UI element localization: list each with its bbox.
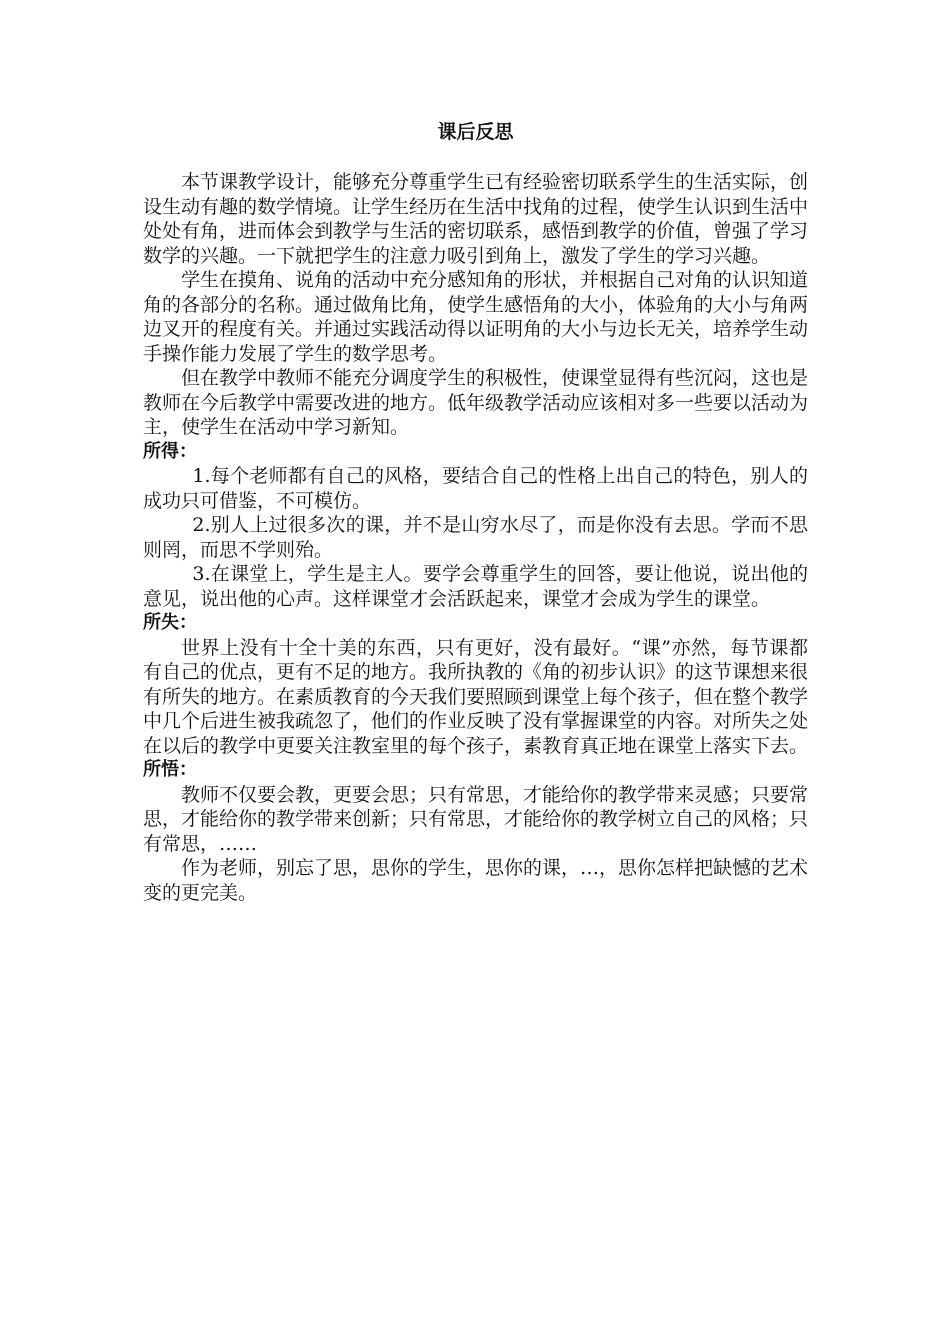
gains-item-3: 3.在课堂上，学生是主人。要学会尊重学生的回答，要让他说，说出他的意见，说出他的心声。这样课堂才会活跃起来，课堂才会成为学生的课堂。 (143, 563, 808, 610)
insights-paragraph-2: 作为老师，别忘了思，思你的学生，思你的课，…，思你怎样把缺憾的艺术变的更完美。 (143, 857, 809, 904)
document-title: 课后反思 (437, 121, 514, 143)
insights-paragraph-1: 教师不仅要会教，更要会思；只有常思，才能给你的教学带来灵感；只要常思，才能给你的教学带来创新；只有常思，才能给你的教学树立自己的风格；只有常思，…… (143, 783, 809, 855)
losses-paragraph-1: 世界上没有十全十美的东西，只有更好，没有最好。“课”亦然，每节课都有自己的优点，更有不足的地方。我所执教的《角的初步认识》的这节课想来很有所失的地方。在素质教育的今天我们要照顾到课堂上每个孩子，但在整个教学中几个后进生被我疏忽了，他们的作业反映了没有掌握课堂的内容。对所失之处在以后的教学中更要关注教室里的每个孩子，素教育真正地在课堂上落实下去。 (143, 636, 809, 757)
intro-paragraph-2: 学生在摸角、说角的活动中充分感知角的形状，并根据自己对角的认识知道角的各部分的名称。通过做角比角，使学生感悟角的大小，体验角的大小与角两边叉开的程度有关。并通过实践活动得以证明角的大小与边长无关，培养学生动手操作能力发展了学生的数学思考。 (143, 269, 809, 365)
gains-heading: 所得： (143, 440, 197, 462)
losses-heading: 所失： (143, 612, 197, 633)
intro-paragraph-3: 但在教学中教师不能充分调度学生的积极性，使课堂显得有些沉闷，这也是教师在今后教学中需要改进的地方。低年级教学活动应该相对多一些要以活动为主，使学生在活动中学习新知。 (143, 367, 809, 438)
insights-heading: 所悟： (143, 759, 197, 780)
gains-item-2: 2.别人上过很多次的课，并不是山穷水尽了，而是你没有去思。学而不思则罔，而思不学则殆。 (143, 514, 808, 561)
gains-item-1: 1.每个老师都有自己的风格，要结合自己的性格上出自己的特色，别人的成功只可借鉴，不可模仿。 (143, 465, 808, 512)
intro-paragraph-1: 本节课教学设计，能够充分尊重学生已有经验密切联系学生的生活实际，创设生动有趣的数学情境。让学生经历在生活中找角的过程，使学生认识到生活中处处有角，进而体会到教学与生活的密切联系，感悟到教学的价值，曾强了学习数学的兴趣。一下就把学生的注意力吸引到角上，激发了学生的学习兴趣。 (143, 171, 809, 267)
document-body (143, 120, 808, 905)
